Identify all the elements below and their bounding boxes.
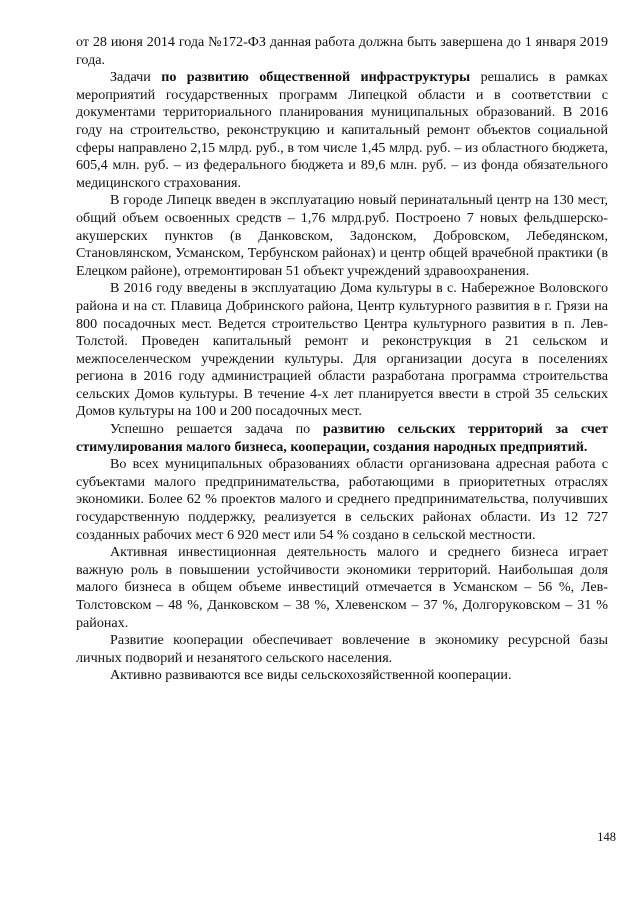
text-run: решались в рамках мероприятий государственных программ Липецкой области и в соответствии с документами территориального планирования муниципальных образований. В 2016 году на строительство, реконструкцию и капитальный ремонт объектов социальной сферы направлено 2,15 млрд. руб., в том числе 1,45 млрд. руб. – из областного бюджета, 605,4 млн. руб. – из федерального бюджета и 89,6 млн. руб. – из фонда обязательного медицинского страхования. xyxy=(76,69,608,191)
page-number: 148 xyxy=(597,830,616,844)
text-run: Во всех муниципальных образованиях области организована адресная работа с субъектами малого предпринимательства, работающими в приоритетных отраслях экономики. Более 62 % проектов малого и среднего предпринимательства, получивших государственную поддержку, реализуется в сельских районах области. Из 12 727 созданных рабочих мест 6 920 мест или 54 % создано в сельской местности. xyxy=(76,456,608,543)
emphasis-run: по развитию общественной инфраструктуры xyxy=(161,69,471,86)
paragraph-0 xyxy=(76,34,608,69)
text-run: В городе Липецк введен в эксплуатацию новый перинатальный центр на 130 мест, общий объем освоенных средств – 1,76 млрд.руб. Построено 7 новых фельдшерско-акушерских пунктов (в Данковском, Задонском, Добровском, Лебедянском, Становлянском, Усманском, Тербунском районах) и центр общей врачебной практики (в Елецком районе), отремонтирован 51 объект учреждений здравоохранения. xyxy=(76,192,608,279)
text-run: В 2016 году введены в эксплуатацию Дома культуры в с. Набережное Воловского района и на ст. Плавица Добринского района, Центр культурного развития в г. Грязи на 800 посадочных мест. Ведется строительство Центра культурного развития в п. Лев-Толстой. Проведен капитальный ремонт и реконструкция в 21 сельском и межпоселенческом учреждении культуры. Для организации досуга в поселениях региона в 2016 году администрацией области разработана программа строительства сельских Домов культуры. В течение 4-х лет планируется ввести в строй 35 сельских Домов культуры на 100 и 200 посадочных мест. xyxy=(76,280,608,420)
paragraph-4 xyxy=(76,421,608,456)
text-run: Активно развиваются все виды сельскохозяйственной кооперации. xyxy=(110,667,512,684)
paragraph-8 xyxy=(76,667,608,685)
paragraph-2 xyxy=(76,192,608,280)
text-run: Успешно решается задача по xyxy=(110,421,323,438)
paragraph-6 xyxy=(76,544,608,632)
paragraph-3 xyxy=(76,280,608,421)
emphasis-run: развитию сельских территорий за счет стимулирования малого бизнеса, кооперации, создания народных предприятий. xyxy=(76,421,608,455)
text-run: Развитие кооперации обеспечивает вовлечение в экономику ресурсной базы личных подворий и незанятого сельского населения. xyxy=(76,632,608,666)
text-run: от 28 июня 2014 года №172-ФЗ данная работа должна быть завершена до 1 января 2019 года. xyxy=(76,34,608,68)
paragraph-1 xyxy=(76,69,608,192)
body-text xyxy=(76,34,608,685)
text-run: Задачи xyxy=(110,69,162,86)
text-run: Активная инвестиционная деятельность малого и среднего бизнеса играет важную роль в повышении устойчивости экономики территорий. Наибольшая доля малого бизнеса в общем объеме инвестиций отмечается в Усманском – 56 %, Лев-Толстовском – 48 %, Данковском – 38 %, Хлевенском – 37 %, Долгоруковском – 31 % районах. xyxy=(76,544,608,631)
paragraph-7 xyxy=(76,632,608,667)
paragraph-5 xyxy=(76,456,608,544)
